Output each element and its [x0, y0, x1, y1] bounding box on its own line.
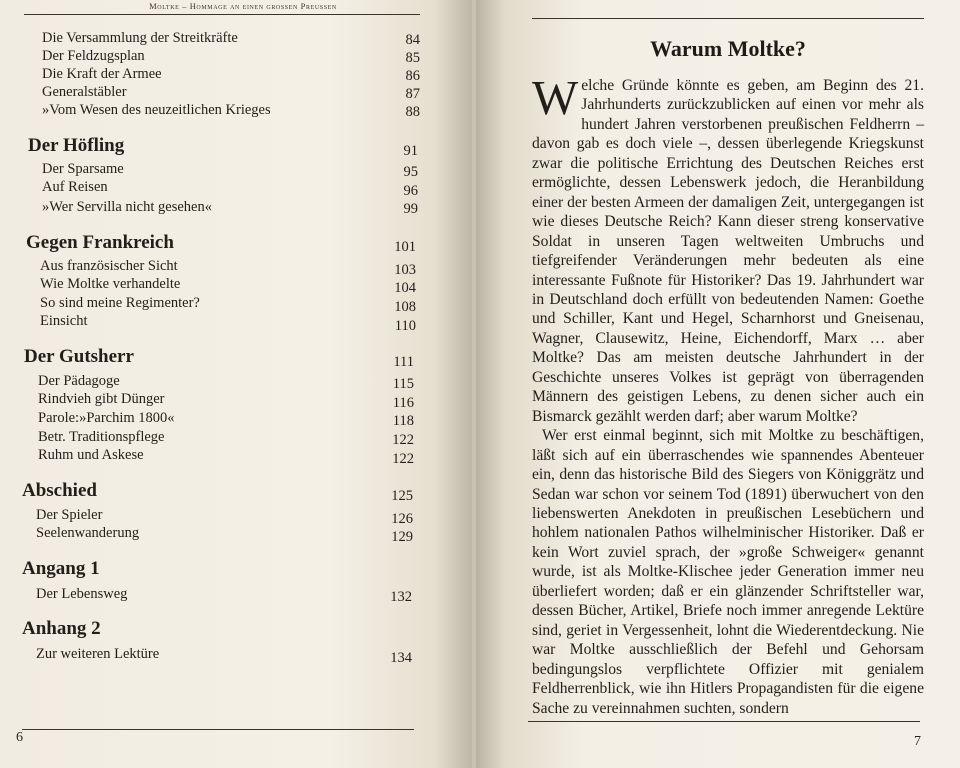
- toc-section-heading: Anhang 2: [22, 618, 101, 639]
- right-page: [476, 0, 960, 768]
- toc-label: Die Kraft der Armee: [42, 66, 162, 82]
- top-rule-right: [532, 18, 924, 19]
- toc-page-number: 88: [405, 104, 420, 120]
- toc-section-heading: Angang 1: [22, 558, 100, 579]
- toc-label: Wie Moltke verhandelte: [40, 276, 181, 292]
- toc-page-number: 85: [405, 50, 420, 66]
- toc-label: Auf Reisen: [42, 179, 108, 195]
- toc-page-number: 108: [394, 299, 416, 315]
- drop-cap: W: [532, 70, 579, 125]
- toc-label: Der Feldzugsplan: [42, 48, 145, 64]
- toc-label: Einsicht: [40, 313, 88, 329]
- toc-label: Der Spieler: [36, 507, 103, 523]
- toc-page-number: 111: [393, 354, 414, 370]
- toc-label: Aus französischer Sicht: [40, 258, 178, 274]
- toc-page-number: 129: [391, 529, 413, 545]
- toc-section-heading: Der Höfling: [28, 135, 125, 156]
- toc-page-number: 99: [403, 201, 418, 217]
- toc-page-number: 125: [391, 488, 413, 504]
- paragraph-1-text: elche Gründe könnte es geben, am Beginn des 21. Jahrhunderts zurückzublicken auf einen vor mehr als hundert Jahren verstorbenen preußischen Feldherrn – davon gab es doch viele –, dessen überlegende Kriegskunst zwar die politische Errichtung des Deutschen Reiches erst ermöglichte, dessen Lebenswerk jedoch, die Heranbildung einer der besten Armeen der damaligen Zeit, untergegangen ist wie dieses Deutsche Reich? Kann dieser streng konservative Soldat in unseren Tagen weltweiten Umbruchs und tiefgreifender Veränderungen mehr bedeuten als eine interessante Fußnote für Historiker? Das 19. Jahrhundert war in Deutschland doch erfüllt von bedeutenden Namen: Goethe und Schiller, Kant und Hegel, Scharnhorst und Gneisenau, Wagner, Clausewitz, Heine, Eichendorff, Marx … aber Moltke? Das am meisten deutsche Jahrhundert in der Geschichte unseres Volkes ist geprägt von überragenden Männern des geistigen Lebens, zu denen sicher auch ein Bismarck gezählt werden darf; aber warum Moltke?: [532, 77, 924, 425]
- toc-page-number: 104: [394, 280, 416, 296]
- toc-label: »Wer Servilla nicht gesehen«: [42, 199, 212, 215]
- toc-page-number: 91: [403, 143, 418, 159]
- toc-label: Zur weiteren Lektüre: [36, 646, 160, 662]
- toc-section-heading: Gegen Frankreich: [26, 232, 174, 253]
- toc-section-heading: Der Gutsherr: [24, 346, 134, 367]
- body-text: [532, 70, 924, 718]
- toc-section-heading: Abschied: [22, 480, 97, 501]
- toc-page-number: 122: [392, 451, 414, 467]
- running-head: Moltke – Hommage an einen grossen Preussen: [149, 1, 337, 11]
- bottom-rule-right: [528, 721, 920, 722]
- toc-label: Der Pädagoge: [38, 373, 120, 389]
- toc-label: Parole:»Parchim 1800«: [38, 410, 175, 426]
- page-number-right: 7: [914, 734, 921, 749]
- page-number-left: 6: [16, 730, 23, 745]
- toc-label: Rindvieh gibt Dünger: [38, 391, 165, 407]
- toc-label: Generalstäbler: [42, 84, 127, 100]
- toc-page-number: 110: [394, 318, 416, 334]
- table-of-contents: [0, 0, 472, 768]
- toc-page-number: 103: [394, 262, 416, 278]
- toc-page-number: 84: [405, 32, 420, 48]
- toc-page-number: 96: [403, 183, 418, 199]
- paragraph-1: [532, 70, 924, 426]
- toc-page-number: 134: [390, 650, 412, 666]
- toc-page-number: 95: [403, 164, 418, 180]
- toc-label: So sind meine Regimenter?: [40, 295, 200, 311]
- toc-page-number: 122: [392, 432, 414, 448]
- toc-page-number: 101: [394, 239, 416, 255]
- toc-label: Betr. Traditionspflege: [38, 429, 165, 445]
- bottom-rule-left: [22, 729, 414, 730]
- toc-label: »Vom Wesen des neuzeitlichen Krieges: [42, 102, 271, 118]
- left-page: [0, 0, 472, 768]
- toc-page-number: 86: [405, 68, 420, 84]
- toc-label: Ruhm und Askese: [38, 447, 144, 463]
- toc-label: Die Versammlung der Streitkräfte: [42, 30, 238, 46]
- toc-label: Der Lebensweg: [36, 586, 128, 602]
- chapter-title: Warum Moltke?: [650, 36, 806, 61]
- toc-page-number: 115: [392, 376, 414, 392]
- paragraph-2: Wer erst einmal beginnt, sich mit Moltke zu beschäftigen, läßt sich auf ein überraschendes wie spannendes Abenteuer ein, denn das historische Bild des Siegers von Königgrätz und Sedan war schon vor seinem Tod (1891) überwuchert von den liebenswerten Anekdoten in preußischen Lesebüchern und hohlem nationalen Pathos wilhelminischer Historiker. Daß er kein Wort zuviel sprach, der »große Schweiger« genannt wurde, ist als Moltke-Klischee jeder Generation immer neu überliefert worden; daß er ein glänzender Schriftsteller war, dessen Bücher, Artikel, Briefe noch immer anregende Lektüre sind, geriet in Vergessenheit, lohnt die Wiederentdeckung. Nie war Moltke ausschließlich der Befehl und Gehorsam bedingungslos verpflichtete Offizier mit genialem Feldherrenblick, wie ihn Hitlers Propagandisten für die eigene Sache zu vereinnahmen suchten, sondern: [532, 427, 924, 717]
- toc-page-number: 126: [391, 511, 413, 527]
- toc-page-number: 116: [392, 395, 414, 411]
- toc-label: Der Sparsame: [42, 161, 124, 177]
- toc-label: Seelenwanderung: [36, 525, 140, 541]
- toc-page-number: 87: [405, 86, 420, 102]
- toc-page-number: 118: [392, 413, 414, 429]
- toc-page-number: 132: [390, 589, 412, 605]
